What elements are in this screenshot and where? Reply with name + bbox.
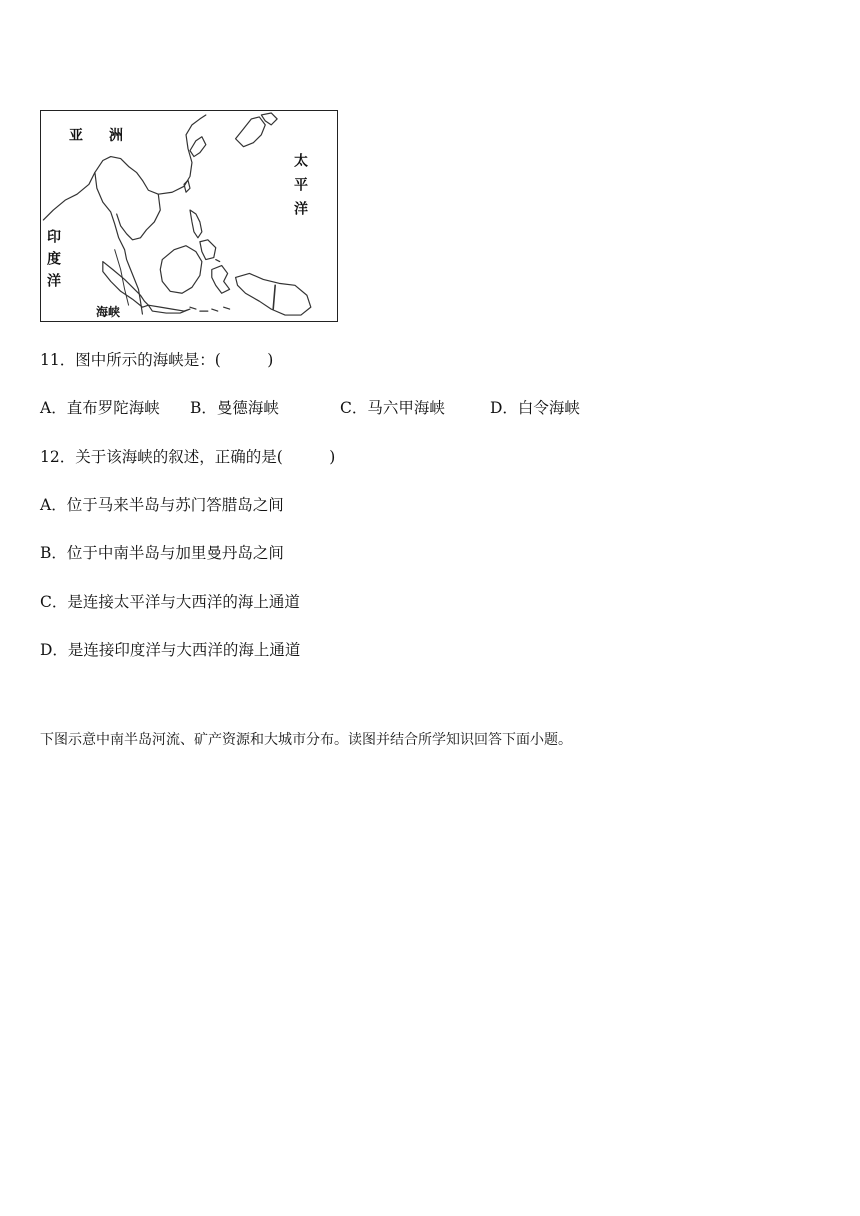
next-section-intro: 下图示意中南半岛河流、矿产资源和大城市分布。读图并结合所学知识回答下面小题。 (40, 732, 572, 748)
sumatra (103, 262, 149, 308)
strait-map (40, 110, 338, 322)
label-asia: 亚 洲 (69, 128, 129, 144)
question-12-stem: 12．关于该海峡的叙述，正确的是( ) (40, 448, 336, 466)
q11-option-c[interactable]: C．马六甲海峡 (340, 399, 445, 417)
java (148, 305, 190, 313)
q12-option-c[interactable]: C．是连接太平洋与大西洋的海上通道 (40, 593, 300, 611)
new-guinea-border (273, 285, 275, 309)
sulawesi (212, 266, 230, 294)
label-pacific: 太平洋 (292, 153, 308, 225)
philippines-north (190, 210, 202, 238)
question-11-stem: 11．图中所示的海峡是：( ) (40, 351, 274, 369)
label-strait: 海峡 (96, 305, 121, 319)
gulf-coast (117, 194, 161, 240)
label-indian-ocean: 印度洋 (45, 229, 61, 295)
borneo (160, 246, 202, 294)
q11-option-b[interactable]: B．曼德海峡 (190, 399, 279, 417)
korea (190, 137, 206, 157)
japan-main (236, 117, 266, 147)
q11-option-a[interactable]: A．直布罗陀海峡 (40, 399, 160, 417)
question-11-options (40, 398, 640, 418)
q11-option-d[interactable]: D．白令海峡 (490, 399, 580, 417)
indochina-coast (95, 172, 143, 314)
q12-option-a[interactable]: A．位于马来半岛与苏门答腊岛之间 (40, 496, 284, 514)
q12-option-b[interactable]: B．位于中南半岛与加里曼丹岛之间 (40, 544, 284, 562)
q12-option-d[interactable]: D．是连接印度洋与大西洋的海上通道 (40, 641, 301, 659)
taiwan (184, 180, 190, 192)
philippines-south (200, 240, 216, 260)
